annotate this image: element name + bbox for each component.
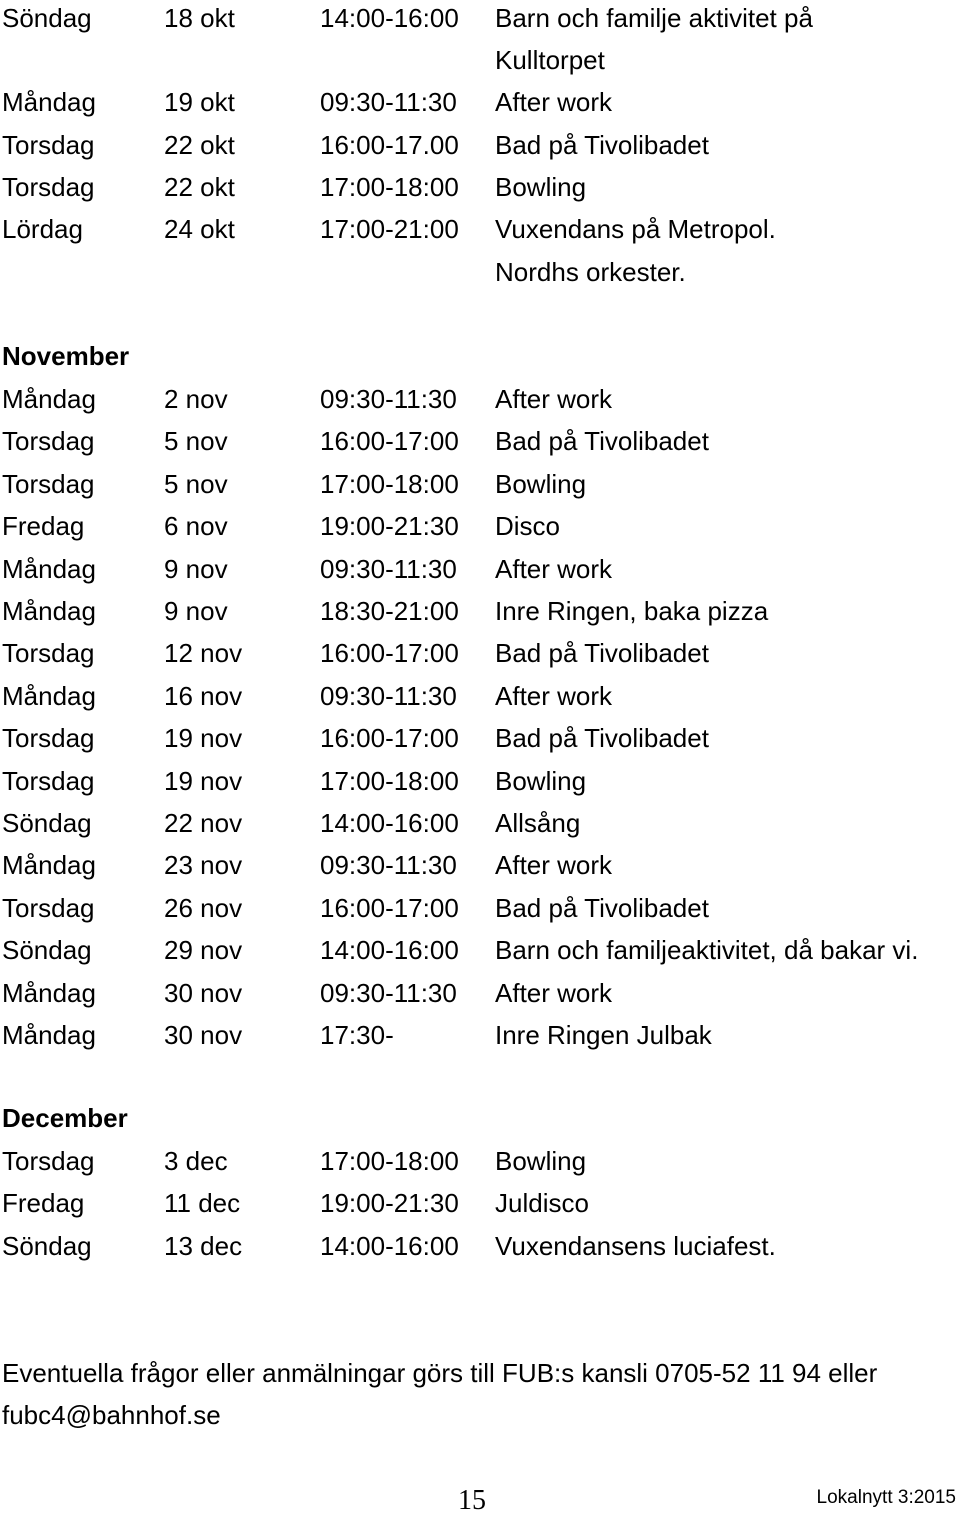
schedule-row	[0, 84, 960, 124]
row-time: 14:00-16:00	[320, 935, 459, 966]
row-activity: Vuxendans på Metropol.	[495, 214, 776, 244]
row-day: Fredag	[2, 511, 85, 542]
row-date: 23 nov	[164, 850, 243, 881]
row-activity: Disco	[495, 511, 561, 542]
row-date: 12 nov	[164, 638, 243, 669]
page-number: 15	[458, 1485, 486, 1516]
row-activity: After work	[495, 850, 613, 881]
row-activity: Bad på Tivolibadet	[495, 130, 709, 160]
schedule-row	[0, 763, 960, 803]
row-activity: Barn och familjeaktivitet, då bakar vi.	[495, 935, 919, 966]
row-activity: After work	[495, 977, 613, 1008]
row-date: 30 nov	[164, 1020, 243, 1050]
row-date: 9 nov	[164, 596, 228, 626]
row-activity: Inre Ringen Julbak	[495, 1020, 712, 1050]
schedule-row	[0, 381, 960, 421]
row-day: Söndag	[2, 1230, 92, 1261]
row-day: Torsdag	[2, 638, 95, 669]
row-time: 09:30-11:30	[320, 680, 457, 711]
row-time: 16:00-17:00	[320, 892, 459, 923]
row-time: 16:00-17:00	[320, 426, 459, 457]
schedule-row	[0, 466, 960, 506]
row-activity: Bowling	[495, 172, 587, 202]
row-date: 2 nov	[164, 384, 228, 414]
row-time: 19:00-21:30	[320, 1188, 459, 1219]
row-date: 13 dec	[164, 1230, 243, 1261]
row-date: 16 nov	[164, 680, 243, 711]
section-title-november: November	[2, 341, 130, 371]
row-activity: Allsång	[495, 808, 581, 838]
row-activity: Inre Ringen, baka pizza	[495, 596, 769, 626]
row-day: Torsdag	[2, 765, 95, 796]
row-activity: After work	[495, 680, 613, 711]
row-time: 16:00-17.00	[320, 130, 459, 160]
schedule-row	[0, 551, 960, 591]
row-time: 09:30-11:30	[320, 977, 457, 1008]
row-day: Måndag	[2, 850, 96, 881]
schedule-row	[0, 0, 960, 40]
schedule-row	[0, 1143, 960, 1183]
row-time: 09:30-11:30	[320, 553, 457, 584]
row-activity: After work	[495, 384, 613, 414]
row-day: Måndag	[2, 596, 96, 626]
schedule-row	[0, 805, 960, 845]
row-date: 19 okt	[164, 87, 235, 117]
row-time: 19:00-21:30	[320, 511, 459, 542]
row-day: Torsdag	[2, 723, 95, 754]
schedule-row	[0, 423, 960, 463]
row-time: 16:00-17:00	[320, 638, 459, 669]
row-date: 19 nov	[164, 765, 243, 796]
schedule-row	[0, 1228, 960, 1268]
row-time: 17:00-18:00	[320, 1146, 459, 1176]
schedule-row	[0, 211, 960, 251]
row-time: 09:30-11:30	[320, 850, 457, 881]
row-date: 24 okt	[164, 214, 235, 244]
row-date: 30 nov	[164, 977, 243, 1008]
row-time: 09:30-11:30	[320, 384, 457, 414]
row-time: 17:30-	[320, 1020, 394, 1050]
row-date: 26 nov	[164, 892, 243, 923]
schedule-row	[0, 678, 960, 718]
row-activity: Bowling	[495, 468, 587, 499]
row-activity: Bad på Tivolibadet	[495, 426, 709, 457]
row-time: 14:00-16:00	[320, 3, 459, 33]
row-activity: Barn och familje aktivitet på	[495, 3, 813, 33]
row-time: 17:00-18:00	[320, 468, 459, 499]
schedule-row	[0, 593, 960, 633]
schedule-row-continuation	[0, 42, 960, 82]
section-title-december: December	[2, 1103, 128, 1133]
row-date: 9 nov	[164, 553, 228, 584]
row-activity: Bad på Tivolibadet	[495, 723, 709, 754]
row-date: 5 nov	[164, 426, 228, 457]
schedule-row	[0, 975, 960, 1015]
issue-label: Lokalnytt 3:2015	[816, 1487, 956, 1508]
row-date: 22 nov	[164, 808, 243, 838]
schedule-row	[0, 1017, 960, 1057]
row-activity: Bowling	[495, 1146, 587, 1176]
row-date: 3 dec	[164, 1146, 228, 1176]
row-date: 11 dec	[164, 1188, 241, 1219]
schedule-row	[0, 635, 960, 675]
row-activity: Juldisco	[495, 1188, 589, 1219]
row-day: Torsdag	[2, 130, 95, 160]
row-time: 17:00-18:00	[320, 765, 459, 796]
row-activity: After work	[495, 87, 613, 117]
row-day: Måndag	[2, 1020, 96, 1050]
row-time: 18:30-21:00	[320, 596, 459, 626]
row-time: 09:30-11:30	[320, 87, 457, 117]
row-day: Söndag	[2, 3, 92, 33]
row-time: 17:00-21:00	[320, 214, 459, 244]
row-day: Söndag	[2, 808, 92, 838]
row-date: 18 okt	[164, 3, 235, 33]
row-day: Lördag	[2, 214, 83, 244]
row-activity: Bad på Tivolibadet	[495, 638, 709, 669]
row-activity: Vuxendansens luciafest.	[495, 1230, 776, 1261]
row-day: Måndag	[2, 680, 96, 711]
row-time: 14:00-16:00	[320, 808, 459, 838]
row-day: Fredag	[2, 1188, 85, 1219]
row-activity-continued: Nordhs orkester.	[495, 257, 686, 287]
row-time: 17:00-18:00	[320, 172, 459, 202]
row-time: 16:00-17:00	[320, 723, 459, 754]
row-date: 19 nov	[164, 723, 243, 754]
row-date: 22 okt	[164, 130, 235, 160]
row-day: Måndag	[2, 553, 96, 584]
row-date: 5 nov	[164, 468, 228, 499]
schedule-row-continuation	[0, 254, 960, 294]
row-time: 14:00-16:00	[320, 1230, 459, 1261]
row-day: Torsdag	[2, 892, 95, 923]
row-activity-continued: Kulltorpet	[495, 45, 605, 75]
schedule-row	[0, 1185, 960, 1225]
row-day: Söndag	[2, 935, 92, 966]
contact-info-line: Eventuella frågor eller anmälningar görs till FUB:s kansli 0705-52 11 94 eller	[2, 1358, 878, 1388]
row-day: Torsdag	[2, 172, 95, 202]
row-activity: After work	[495, 553, 613, 584]
schedule-row	[0, 932, 960, 972]
contact-email: fubc4@bahnhof.se	[2, 1400, 221, 1430]
row-day: Måndag	[2, 977, 96, 1008]
row-day: Torsdag	[2, 1146, 95, 1176]
row-date: 29 nov	[164, 935, 243, 966]
schedule-row	[0, 127, 960, 167]
schedule-row	[0, 169, 960, 209]
row-date: 22 okt	[164, 172, 235, 202]
row-day: Torsdag	[2, 426, 95, 457]
row-day: Torsdag	[2, 468, 95, 499]
row-activity: Bowling	[495, 765, 587, 796]
schedule-row	[0, 508, 960, 548]
row-date: 6 nov	[164, 511, 228, 542]
row-activity: Bad på Tivolibadet	[495, 892, 709, 923]
schedule-row	[0, 890, 960, 930]
row-day: Måndag	[2, 87, 96, 117]
schedule-row	[0, 847, 960, 887]
schedule-row	[0, 720, 960, 760]
row-day: Måndag	[2, 384, 96, 414]
